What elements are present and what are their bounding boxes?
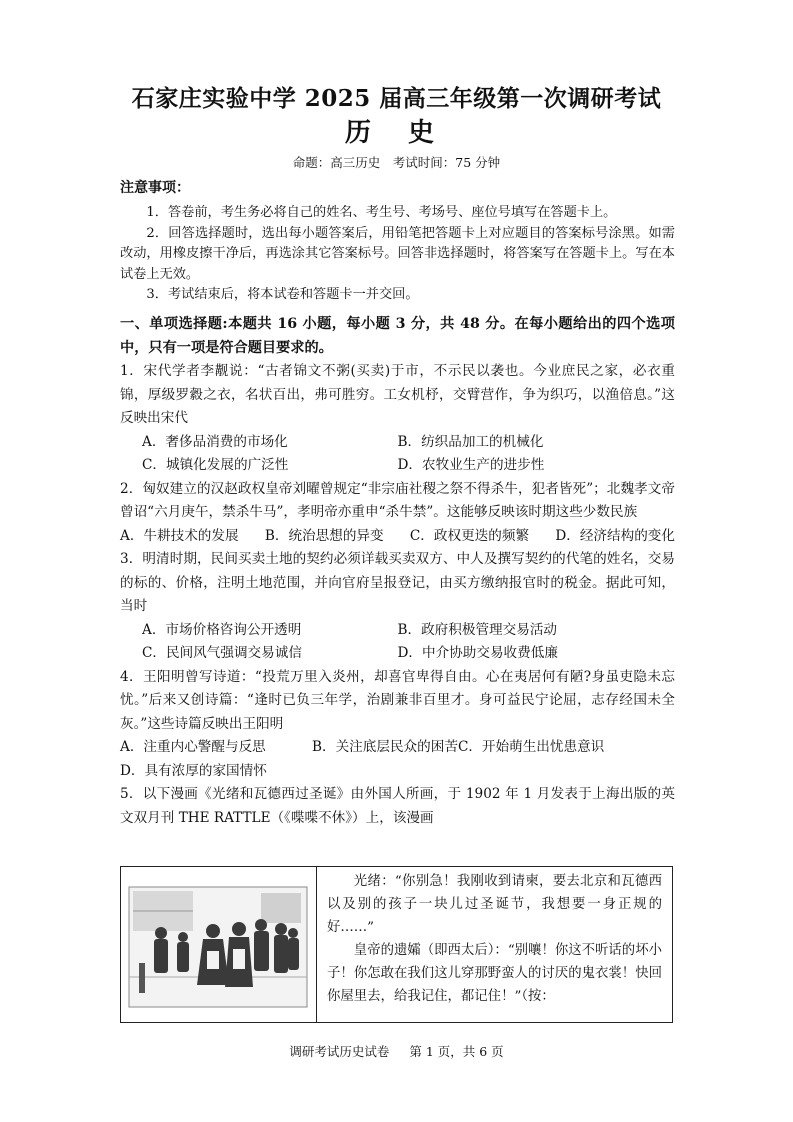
question-2-options — [120, 525, 675, 549]
footer-paper-name: 调研考试历史试卷 — [289, 1044, 390, 1059]
cartoon-illustration-icon — [121, 867, 314, 1022]
option-b[interactable]: B．关注底层民众的困苦 — [312, 739, 458, 755]
option-b[interactable]: B．纺织品加工的机械化 — [397, 433, 544, 450]
exam-title: 石家庄实验中学 2025 届高三年级第一次调研考试 — [131, 85, 662, 112]
notice-heading: 注意事项： — [120, 180, 190, 196]
question-3-stem: 3．明清时期，民间买卖土地的契约必须详载买卖双方、中人及撰写契约的代笔的姓名，交易的标的、价格，注明土地范围，并向官府呈报登记，由买方缴纳报官时的税金。据此可知，当时 — [120, 551, 675, 614]
option-a[interactable]: A．牛耕技术的发展 — [120, 527, 239, 544]
option-c[interactable]: C．城镇化发展的广泛性 — [142, 457, 289, 473]
caption-paragraph: 光绪：“你别急！我刚收到请柬，要去北京和瓦德西以及别的孩子一块儿过圣诞节，我想要一身正规的好……” — [327, 874, 662, 935]
question-1-options — [120, 431, 675, 478]
option-d[interactable]: D．农牧业生产的进步性 — [397, 457, 545, 473]
section-heading: 一、单项选择题:本题共 16 小题，每小题 3 分，共 48 分。在每小题给出的四个选项中，只有一项是符合题目要求的。 — [120, 316, 675, 356]
footer-page-number: 第 1 页，共 6 页 — [409, 1044, 504, 1059]
question-list — [120, 360, 675, 830]
notice-list — [120, 203, 675, 306]
notice-item: 3．考试结束后，将本试卷和答题卡一并交回。 — [146, 287, 419, 302]
cartoon-image — [121, 867, 317, 1022]
option-a[interactable]: A．注重内心警醒与反思 — [120, 739, 266, 755]
option-b[interactable]: B．统治思想的异变 — [264, 527, 384, 544]
question-4-options — [120, 736, 675, 783]
option-c[interactable]: C．民间风气强调交易诚信 — [142, 645, 302, 661]
question-3-options — [120, 619, 675, 666]
cartoon-figure — [120, 866, 673, 1023]
option-a[interactable]: A．奢侈品消费的市场化 — [142, 433, 288, 450]
caption-paragraph: 皇帝的遗孀（即西太后）：“别嚷！你这不听话的坏小子！你怎敢在我们这儿穿那野蛮人的讨厌的鬼衣裳！快回你屋里去，给我记住，都记住！”（按： — [327, 943, 662, 1004]
option-a[interactable]: A．市场价格咨询公开透明 — [142, 621, 302, 638]
option-d[interactable]: D．经济结构的变化 — [555, 527, 675, 544]
option-d[interactable]: D．中介协助交易收费低廉 — [397, 645, 558, 661]
page-footer — [0, 1042, 793, 1060]
option-d[interactable]: D．具有浓厚的家国情怀 — [120, 762, 267, 779]
option-b[interactable]: B．政府积极管理交易活动 — [397, 621, 558, 638]
notice-item: 2．回答选择题时，选出每小题答案后，用铅笔把答题卡上对应题目的答案标号涂黑。如需改动，用橡皮擦干净后，再选涂其它答案标号。回答非选择题时，将答案写在答题卡上。写在本试卷上无效。 — [120, 225, 675, 282]
question-1-stem: 1．宋代学者李觏说：“古者锦文不粥(买卖)于市，不示民以袭也。今业庶民之家，必衣重锦，厚级罗縠之衣，名状百出，弗可胜穷。工女机杼，交臂营作，争为织巧，以渔倍息。”这反映出宋代 — [120, 363, 675, 426]
option-c[interactable]: C．政权更迭的频繁 — [409, 527, 530, 544]
option-c[interactable]: C．开始萌生出忧患意识 — [457, 739, 605, 755]
cartoon-caption — [317, 867, 672, 1022]
notice-item: 1．答卷前，考生务必将自己的姓名、考生号、考场号、座位号填写在答题卡上。 — [146, 205, 617, 220]
question-4-stem: 4．王阳明曾写诗道：“投荒万里入炎州，却喜官卑得自由。心在夷居何有陋?身虽吏隐未忘忧。”后来又创诗篇：“逢时已负三年学，治剧兼非百里才。身可益民宁论屈，志存经国未全灰。”这些诗篇反映出王阳明 — [120, 668, 675, 732]
subject-title: 历 史 — [344, 118, 449, 148]
exam-meta: 命题：高三历史 考试时间：75 分钟 — [292, 155, 501, 170]
question-2-stem: 2．匈奴建立的汉赵政权皇帝刘曜曾规定“非宗庙社稷之祭不得杀牛，犯者皆死”；北魏孝文帝曾诏“六月庚午，禁杀牛马”，孝明帝亦重申“杀牛禁”。这能够反映该时期这些少数民族 — [120, 480, 675, 520]
question-5-stem: 5．以下漫画《光绪和瓦德西过圣诞》由外国人所画，于 1902 年 1 月发表于上海出版的英文双月刊 THE RATTLE（《喋喋不休》）上，该漫画 — [120, 786, 675, 826]
